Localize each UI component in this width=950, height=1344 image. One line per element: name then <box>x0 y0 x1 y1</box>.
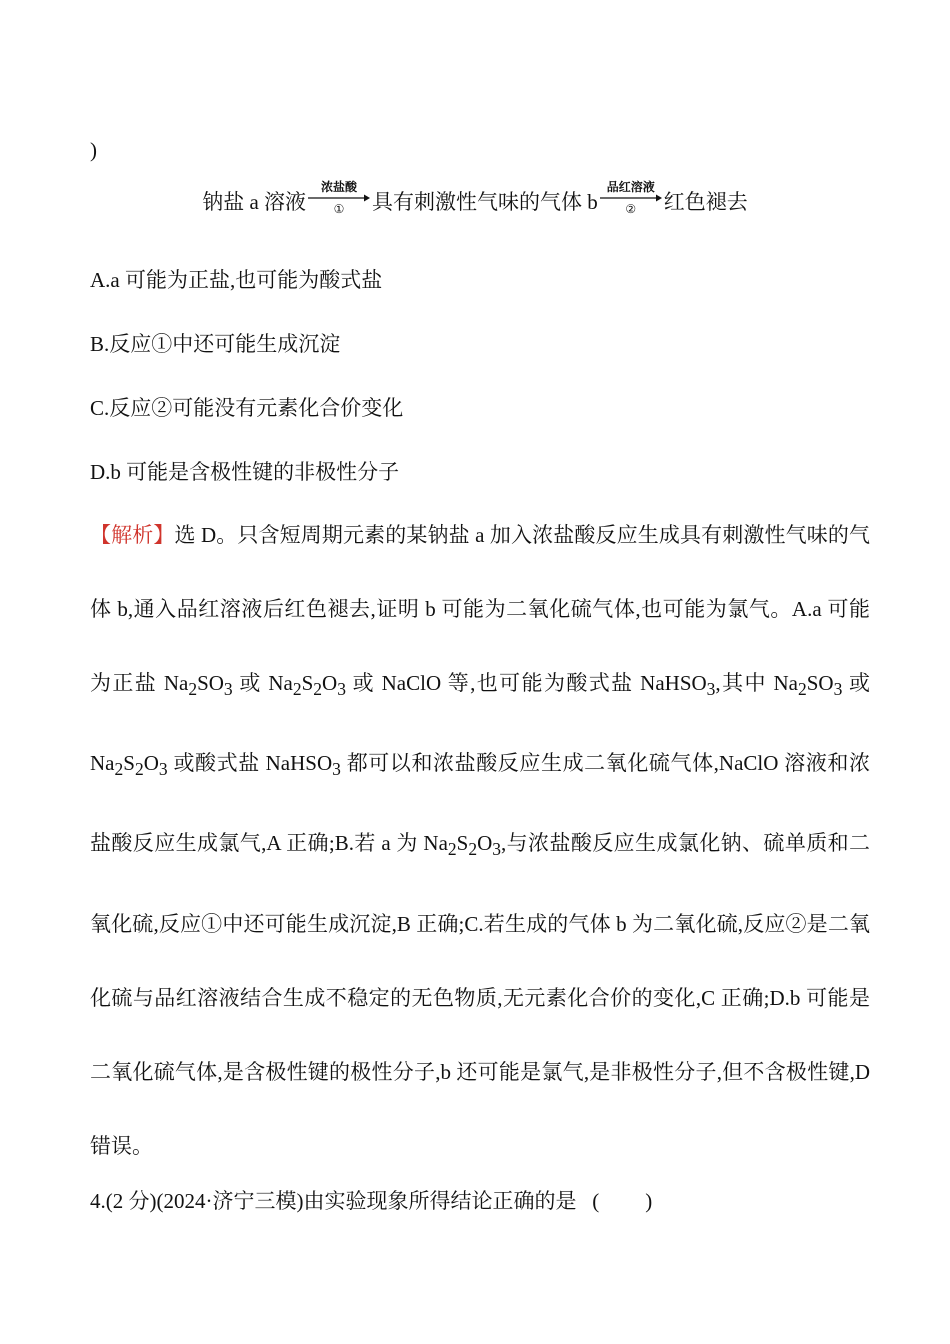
subscript: 2 <box>468 839 478 860</box>
reaction-arrow-2 <box>600 180 662 216</box>
top-paren: ) <box>90 138 97 162</box>
scheme-end: 红色褪去 <box>663 190 748 214</box>
subscript: 3 <box>706 679 716 700</box>
answer-close-paren: ) <box>645 1189 653 1213</box>
subscript: 2 <box>797 679 807 700</box>
subscript: 2 <box>188 679 198 700</box>
arrow1-reagent: 浓盐酸 <box>321 180 358 194</box>
analysis-text: 或酸式盐 NaHSO <box>167 751 333 776</box>
option-c: C.反应②可能没有元素化合价变化 <box>90 396 404 420</box>
analysis-text: SO <box>806 671 834 695</box>
analysis-text: SO <box>197 671 224 695</box>
option-b: B.反应①中还可能生成沉淀 <box>90 332 341 356</box>
analysis-text: ,与浓盐酸反应生成氯化钠、硫单质和二氧化硫,反应①中还可能生成沉淀,B 正确;C.若生成的气体 b 为二氧化硫,反应②是二氧化硫与品红溶液结合生成不稳定的无色物质,无元素化合价的变化,C 正确;D.b 可能是二氧化硫气体,是含极性键的极性分子,b 还可能是氯气,是非极性分子,但不含极性键,D 错误。 <box>90 831 871 1158</box>
question-4 <box>90 1185 652 1215</box>
analysis-text: 都可以和浓盐酸反应生成二氧化硫气体,NaClO 溶液和浓盐酸反应生成氯气,A 正确;B.若 a 为 Na <box>90 751 870 856</box>
option-a: A.a 可能为正盐,也可能为酸式盐 <box>90 268 383 292</box>
subscript: 2 <box>313 679 323 700</box>
subscript: 3 <box>492 839 502 860</box>
analysis-text: 或 Na <box>232 671 293 695</box>
subscript: 3 <box>337 679 346 700</box>
arrow-right-icon <box>308 194 370 202</box>
subscript: 3 <box>332 759 341 780</box>
subscript: 3 <box>833 679 843 700</box>
scheme-start: 钠盐 a 溶液 <box>202 190 307 214</box>
analysis-text: S <box>301 671 314 695</box>
subscript: 3 <box>223 679 233 700</box>
analysis-text: O <box>477 831 493 856</box>
analysis-text: 或 NaClO 等,也可能为酸式盐 NaHSO <box>345 671 707 695</box>
analysis-paragraph <box>90 498 870 1183</box>
subscript: 3 <box>158 759 168 780</box>
reaction-scheme <box>0 180 950 216</box>
arrow1-label: ① <box>333 202 345 216</box>
subscript: 2 <box>292 679 302 700</box>
analysis-text: O <box>143 751 159 776</box>
analysis-text: 选 D。只含短周期元素的某钠盐 a 加入浓盐酸反应生成具有刺激性气味的气体 b,通入品红溶液后红色褪去,证明 b 可能为二氧化硫气体,也可能为氯气。A.a 可能为正盐 Na <box>90 523 871 695</box>
analysis-text: S <box>123 751 135 776</box>
option-d: D.b 可能是含极性键的非极性分子 <box>90 460 400 484</box>
answer-open-paren: ( <box>592 1189 600 1213</box>
question-4-text: 4.(2 分)(2024·济宁三模)由实验现象所得结论正确的是 <box>90 1189 577 1213</box>
reaction-arrow-1 <box>308 180 370 216</box>
analysis-text: 或 Na <box>90 671 870 776</box>
scheme-middle: 具有刺激性气味的气体 b <box>372 190 598 214</box>
subscript: 2 <box>134 759 144 780</box>
analysis-text: S <box>456 831 469 856</box>
analysis-tag: 【解析】 <box>90 523 175 547</box>
analysis-text: ,其中 Na <box>715 671 798 695</box>
arrow2-label: ② <box>625 202 637 216</box>
subscript: 2 <box>447 839 457 860</box>
arrow2-reagent: 品红溶液 <box>606 180 655 194</box>
arrow-right-icon <box>600 194 662 202</box>
analysis-text: O <box>322 671 338 695</box>
subscript: 2 <box>114 759 124 780</box>
